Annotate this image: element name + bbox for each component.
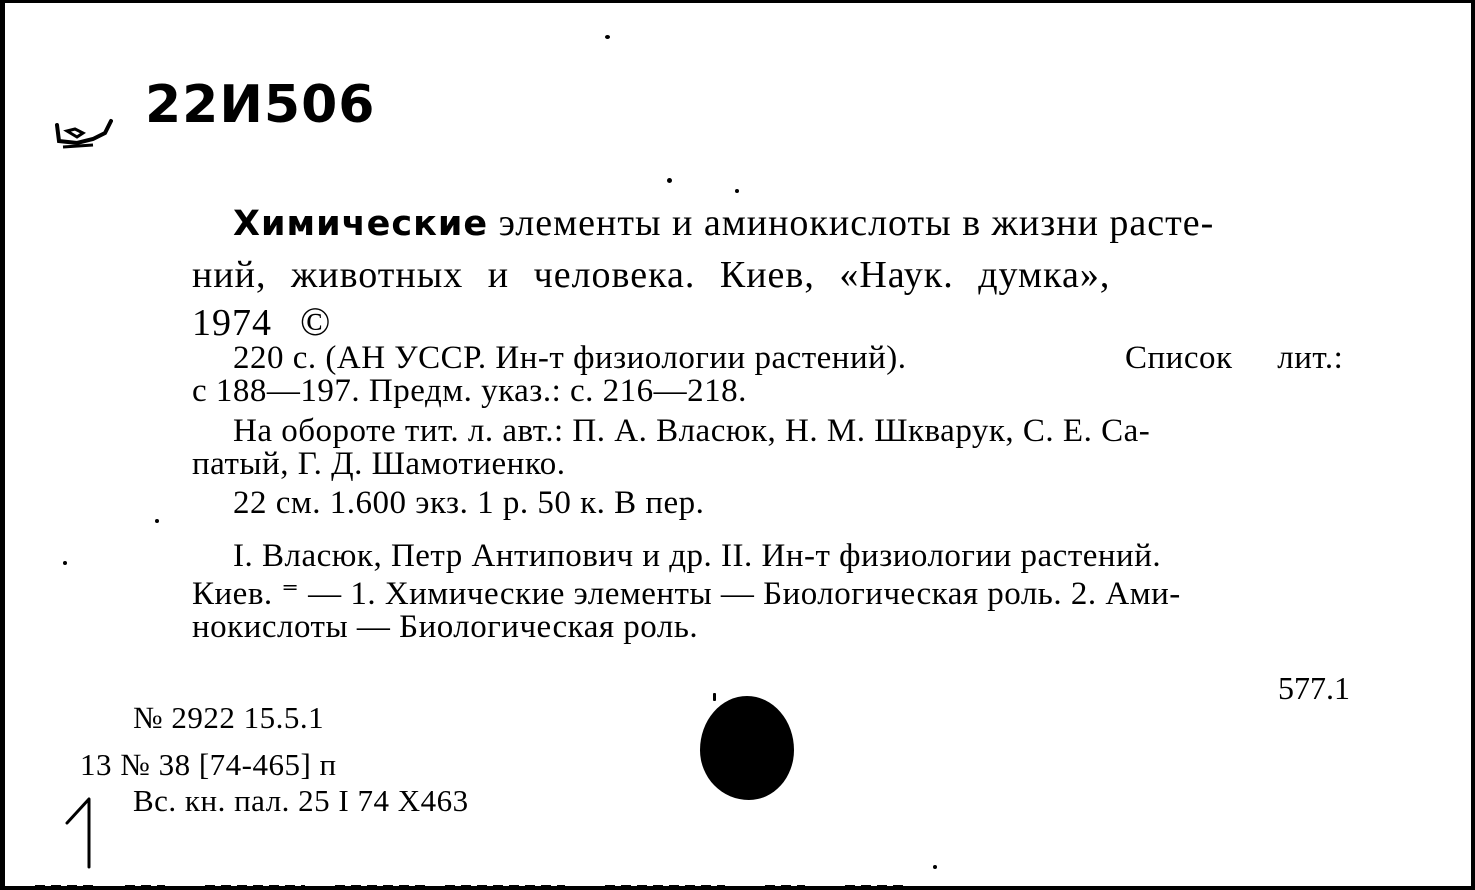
title-line-1 bbox=[233, 201, 1214, 245]
title-line-1-rest: элементы и аминокислоты в жизни расте- bbox=[488, 202, 1215, 244]
handwritten-one-mark bbox=[63, 793, 103, 873]
speck bbox=[63, 561, 67, 565]
speck bbox=[155, 519, 159, 523]
bottom-scan-noise bbox=[5, 883, 1475, 889]
publication-year: 1974 bbox=[192, 302, 272, 344]
title-bold-word: Химические bbox=[233, 204, 489, 244]
title-line-3 bbox=[192, 298, 331, 345]
handwritten-number: 22И506 bbox=[145, 75, 376, 135]
description-line-1: 220 с. (АН УССР. Ин-т физиологии растений). bbox=[233, 340, 907, 376]
description-line-2: с 188—197. Предм. указ.: с. 216—218. bbox=[192, 373, 747, 409]
imprint-line-2: 13 № 38 [74-465] п bbox=[80, 747, 337, 782]
copyright-icon: © bbox=[300, 299, 332, 344]
imprint-line-1: № 2922 15.5.1 bbox=[133, 700, 325, 735]
punch-hole bbox=[700, 696, 794, 800]
stamp-scribble-mark bbox=[53, 111, 113, 151]
description-line-1-right: Список лит.: bbox=[1125, 340, 1344, 376]
classification-code: 577.1 bbox=[1278, 670, 1350, 706]
description-line-4: патый, Г. Д. Шамотиенко. bbox=[192, 446, 566, 482]
speck bbox=[667, 178, 672, 183]
imprint-line-3: Вс. кн. пал. 25 I 74 Х463 bbox=[133, 783, 469, 818]
subjects-line-1: I. Власюк, Петр Антипович и др. II. Ин-т физиологии растений. bbox=[233, 538, 1162, 574]
speck bbox=[713, 693, 716, 701]
speck bbox=[735, 189, 739, 193]
description-line-5: 22 см. 1.600 экз. 1 р. 50 к. В пер. bbox=[233, 485, 705, 521]
speck bbox=[933, 865, 937, 869]
description-line-3: На обороте тит. л. авт.: П. А. Власюк, Н. М. Шкварук, С. Е. Са- bbox=[233, 413, 1151, 449]
subjects-line-3: нокислоты — Биологическая роль. bbox=[192, 609, 699, 645]
subjects-line-2: Киев. ⁼ — 1. Химические элементы — Биологическая роль. 2. Ами- bbox=[192, 576, 1181, 612]
speck bbox=[605, 35, 610, 39]
title-line-2: ний, животных и человека. Киев, «Наук. думка», bbox=[192, 254, 1111, 296]
